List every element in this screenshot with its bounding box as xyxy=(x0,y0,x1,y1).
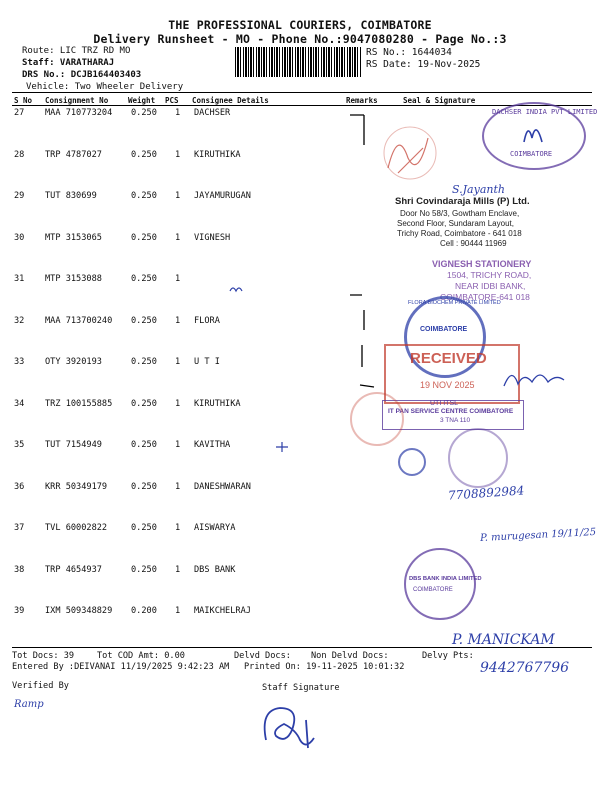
row-weight: 0.250 xyxy=(131,564,157,575)
delivered-docs: Delvd Docs: xyxy=(234,651,291,661)
printed-on: Printed On: 19-11-2025 10:01:32 xyxy=(244,662,405,672)
row-sno: 27 xyxy=(14,108,25,118)
rs-date: RS Date: 19-Nov-2025 xyxy=(366,59,481,70)
row-pcs: 1 xyxy=(175,357,181,367)
col-consignee: Consignee Details xyxy=(192,96,269,105)
route-label: Route: LIC TRZ RD MO xyxy=(22,46,131,56)
uti-signature xyxy=(500,364,570,394)
row-consignment: KRR 50349179 xyxy=(45,481,108,492)
row-weight: 0.250 xyxy=(131,149,157,160)
row-consignee: MAIKCHELRAJ xyxy=(194,606,251,616)
row-consignment: TRP 4654937 xyxy=(45,564,102,575)
col-consignment: Consignment No xyxy=(45,96,109,105)
row-sno: 36 xyxy=(14,481,25,492)
row-weight: 0.250 xyxy=(131,315,157,326)
row-consignment: TUT 7154949 xyxy=(45,440,102,450)
staff-label: Staff: VARATHARAJ xyxy=(22,58,115,68)
header-rule-top xyxy=(12,92,592,93)
row-consignment: TRZ 100155885 xyxy=(45,398,113,409)
runsheet-subtitle: Delivery Runsheet - MO - Phone No.:9047080280 - Page No.:3 xyxy=(93,32,507,46)
handwritten-sjayanth: S.Jayanth xyxy=(452,183,505,196)
dachser-stamp-text: DACHSER INDIA PVT LIMITED xyxy=(492,108,598,116)
total-docs: Tot Docs: 39 xyxy=(12,651,75,661)
row-consignment: OTY 3920193 xyxy=(45,357,102,367)
row-pcs: 1 xyxy=(175,440,181,450)
covind-line5: Cell : 90444 11969 xyxy=(440,239,507,248)
row-consignee: KIRUTHIKA xyxy=(194,398,241,409)
col-pcs: PCS xyxy=(165,96,179,105)
faint-red-stamp xyxy=(350,392,404,446)
non-delivered-docs: Non Delvd Docs: xyxy=(311,651,389,661)
row-weight: 0.250 xyxy=(131,108,157,118)
row-pcs: 1 xyxy=(175,232,181,243)
vignesh-line1: VIGNESH STATIONERY xyxy=(432,259,532,269)
row-consignment: MAA 710773204 xyxy=(45,108,113,118)
row-weight: 0.250 xyxy=(131,191,157,201)
rs-number: RS No.: 1644034 xyxy=(366,47,452,58)
row-pcs: 1 xyxy=(175,274,181,284)
row-consignee: DANESHWARAN xyxy=(194,481,251,492)
received-text: RECEIVED xyxy=(410,350,487,367)
row-weight: 0.250 xyxy=(131,523,157,533)
row-weight: 0.250 xyxy=(131,440,157,450)
row-weight: 0.250 xyxy=(131,274,157,284)
row-weight: 0.250 xyxy=(131,398,157,409)
row-pcs: 1 xyxy=(175,315,181,326)
row-consignee: VIGNESH xyxy=(194,232,231,243)
verified-by-label: Verified By xyxy=(12,681,69,691)
row-pcs: 1 xyxy=(175,523,181,533)
uti-line2: IT PAN SERVICE CENTRE COIMBATORE xyxy=(388,408,514,415)
row-sno: 39 xyxy=(14,606,25,616)
row-consignment: MTP 3153065 xyxy=(45,232,102,243)
row-consignee: KIRUTHIKA xyxy=(194,149,241,160)
row-pcs: 1 xyxy=(175,191,181,201)
row-sno: 33 xyxy=(14,357,25,367)
verified-signature: Ramp xyxy=(14,699,44,710)
row-consignee: KAVITHA xyxy=(194,440,231,450)
covind-line3: Second Floor, Sundaram Layout, xyxy=(397,219,514,228)
dbs-stamp-text: DBS BANK INDIA LIMITED xyxy=(409,576,482,582)
company-title: THE PROFESSIONAL COURIERS, COIMBATORE xyxy=(168,18,432,32)
row-pcs: 1 xyxy=(175,564,181,575)
row-sno: 34 xyxy=(14,398,25,409)
table-row xyxy=(0,606,600,626)
row-sno: 29 xyxy=(14,191,25,201)
vignesh-line4: COIMBATORE-641 018 xyxy=(440,292,530,302)
col-weight: Weight xyxy=(128,96,156,105)
handwritten-murugesan: P. murugesan 19/11/25 xyxy=(479,526,597,545)
table-row xyxy=(0,440,600,460)
faint-purple-stamp xyxy=(448,428,508,488)
barcode xyxy=(235,47,361,77)
small-blue-stamp xyxy=(398,448,426,476)
row-consignee: AISWARYA xyxy=(194,523,236,533)
staff-signature xyxy=(256,700,326,760)
entered-by: Entered By :DEIVANAI 11/19/2025 9:42:23 AM xyxy=(12,662,230,672)
red-signature xyxy=(378,118,448,188)
covind-line1: Shri Covindaraja Mills (P) Ltd. xyxy=(395,196,530,207)
row-sno: 32 xyxy=(14,315,25,326)
row-consignment: TRP 4787027 xyxy=(45,149,102,160)
vignesh-line2: 1504, TRICHY ROAD, xyxy=(447,270,532,280)
row-sno: 30 xyxy=(14,232,25,243)
dachser-stamp-city: COIMBATORE xyxy=(510,150,553,158)
row-pcs: 1 xyxy=(175,149,181,160)
received-date: 19 NOV 2025 xyxy=(420,380,475,390)
row-consignee: U T I xyxy=(194,357,220,367)
row-pcs: 1 xyxy=(175,398,181,409)
col-sno: S No xyxy=(14,96,33,105)
covind-line2: Door No 58/3, Gowtham Enclave, xyxy=(400,209,520,218)
row-weight: 0.250 xyxy=(131,481,157,492)
vehicle-label: Vehicle: Two Wheeler Delivery xyxy=(26,82,184,92)
dachser-signature xyxy=(520,118,550,148)
table-row xyxy=(0,316,600,336)
row-sno: 28 xyxy=(14,149,25,160)
col-seal: Seal & Signature xyxy=(403,96,476,105)
row-weight: 0.250 xyxy=(131,232,157,243)
row-weight: 0.250 xyxy=(131,357,157,367)
row31-scribble xyxy=(228,283,248,295)
handwritten-phone1: 7708892984 xyxy=(447,483,525,503)
row-pcs: 1 xyxy=(175,606,181,616)
row-sno: 35 xyxy=(14,440,25,450)
row-consignment: IXM 509348829 xyxy=(45,606,113,616)
total-cod: Tot COD Amt: 0.00 xyxy=(97,651,185,661)
handwritten-manickam: P. MANICKAM xyxy=(452,632,555,648)
row-pcs: 1 xyxy=(175,108,181,118)
flora-stamp-city: COIMBATORE xyxy=(420,326,468,333)
row-weight: 0.200 xyxy=(131,606,157,616)
col-remarks: Remarks xyxy=(346,96,378,105)
drs-label: DRS No.: DCJB164403403 xyxy=(22,70,142,80)
table-row xyxy=(0,565,600,585)
row-consignment: MAA 713700240 xyxy=(45,315,113,326)
row35-tick xyxy=(274,440,290,454)
dbs-stamp xyxy=(404,548,476,620)
row-sno: 38 xyxy=(14,564,25,575)
row-pcs: 1 xyxy=(175,481,181,492)
row-sno: 31 xyxy=(14,274,25,284)
row-consignment: TUT 830699 xyxy=(45,191,97,201)
handwritten-phone2: 9442767796 xyxy=(480,660,570,676)
row-consignee: DBS BANK xyxy=(194,564,236,575)
row-consignee: DACHSER xyxy=(194,108,231,118)
covind-line4: Trichy Road, Coimbatore - 641 018 xyxy=(397,229,522,238)
row-consignee: JAYAMURUGAN xyxy=(194,191,251,201)
staff-signature-label: Staff Signature xyxy=(262,683,340,693)
flora-stamp-text: FLORA BIOCHEM PRIVATE LIMITED xyxy=(408,300,501,306)
delivery-points: Delvy Pts: xyxy=(422,651,474,661)
row-consignee: FLORA xyxy=(194,315,220,326)
vignesh-line3: NEAR IDBI BANK, xyxy=(455,281,526,291)
row-sno: 37 xyxy=(14,523,25,533)
row-consignment: MTP 3153088 xyxy=(45,274,102,284)
uti-line3: 3 TNA 110 xyxy=(440,417,471,424)
row-consignment: TVL 60002822 xyxy=(45,523,108,533)
dbs-stamp-city: COIMBATORE xyxy=(413,587,453,593)
uti-line1: UTI ITSL xyxy=(430,400,459,407)
header-rule-bottom xyxy=(12,105,592,106)
